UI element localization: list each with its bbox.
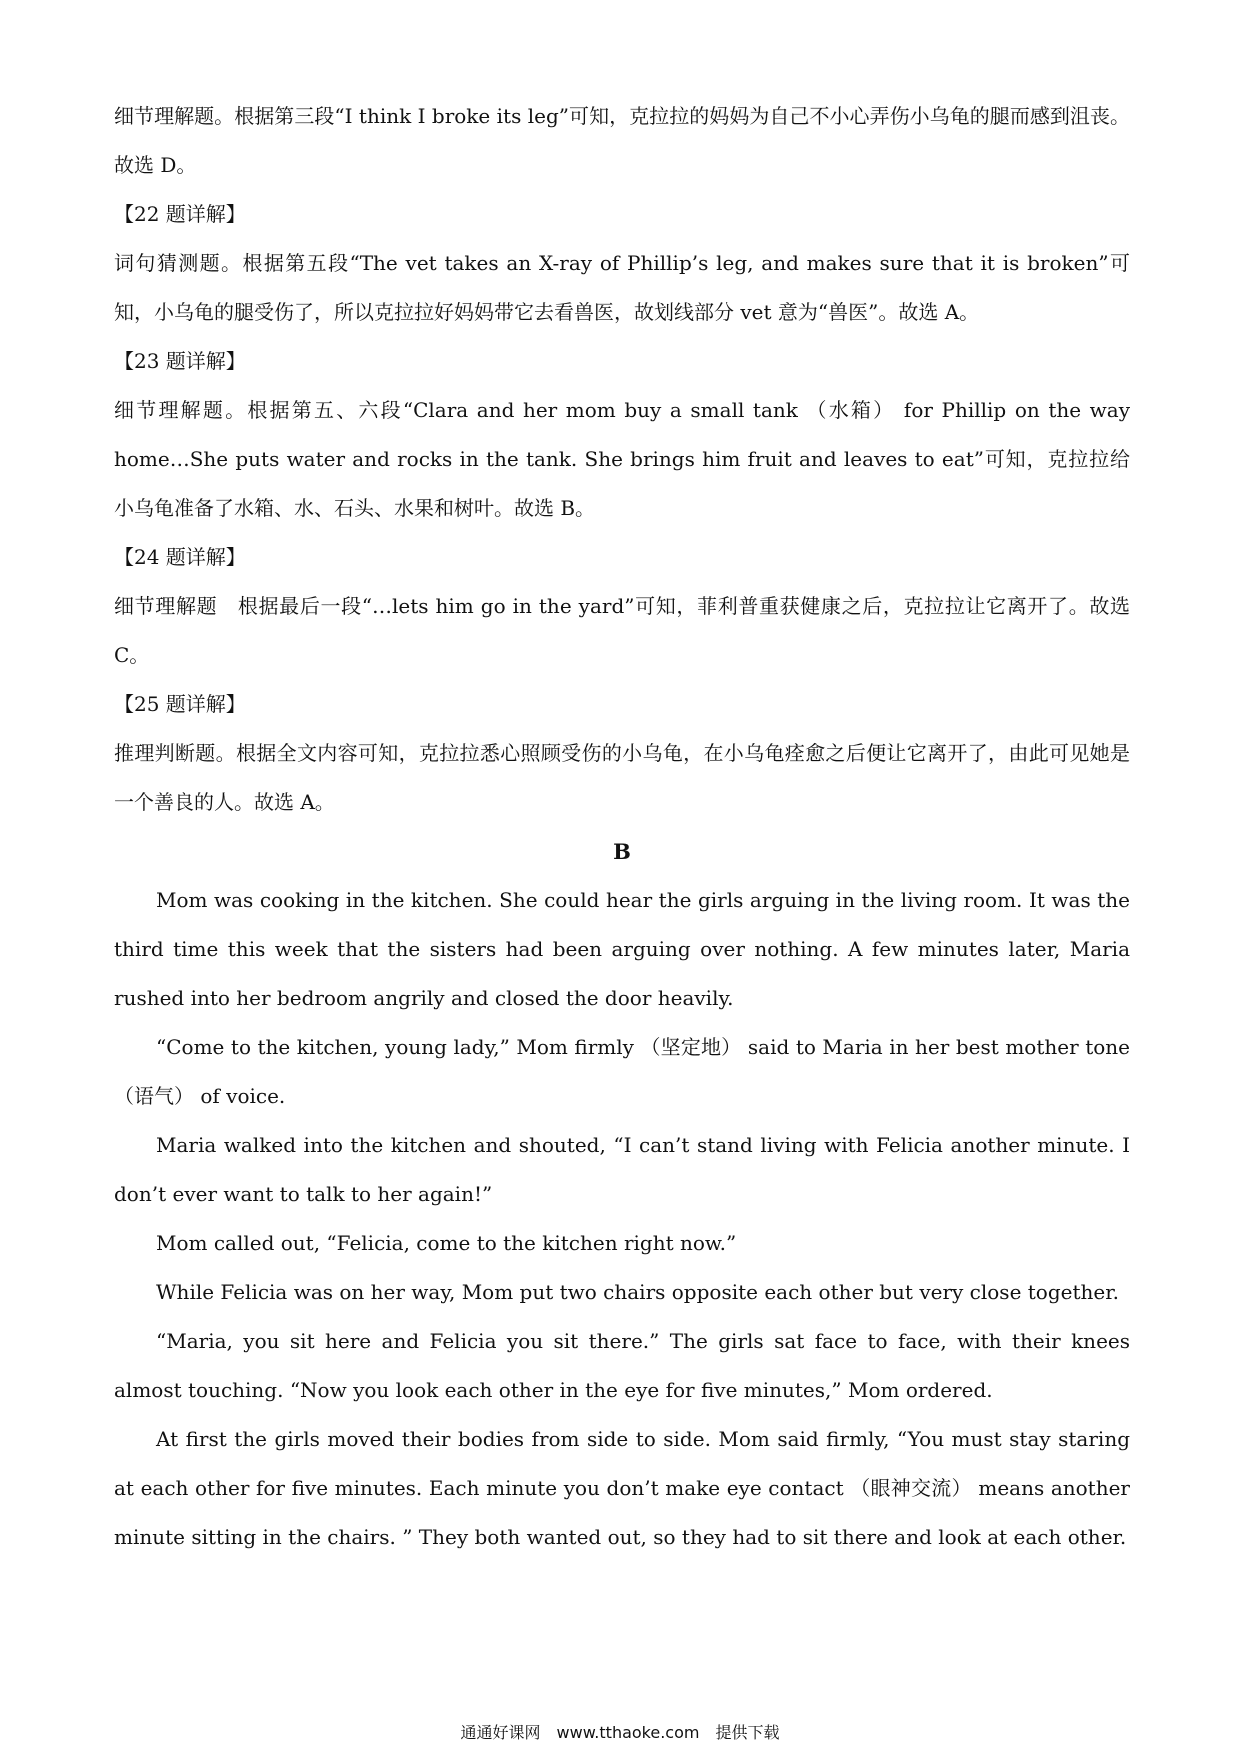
answer-22-heading: 【22 题详解】: [114, 202, 246, 226]
answer-22-text: 词句猜测题。根据第五段“The vet takes an X-ray of Phillip’s leg, and makes sure that it is broken”可知，小乌龟的腿受伤了，所以克拉拉好妈妈带它去看兽医，故划线部分 vet 意为“兽医”。故选 A。: [114, 251, 1130, 324]
page-footer: 通通好课网 www.tthaoke.com 提供下载: [460, 1723, 780, 1742]
story-paragraph: Maria walked into the kitchen and shouted, “I can’t stand living with Felicia another minute. I don’t ever want to talk to her again!”: [114, 1133, 1130, 1206]
answer-23-heading: 【23 题详解】: [114, 349, 246, 373]
answer-25-heading: 【25 题详解】: [114, 692, 246, 716]
answer-24-text: 细节理解题 根据最后一段“…lets him go in the yard”可知，菲利普重获健康之后，克拉拉让它离开了。故选 C。: [114, 594, 1130, 667]
section-title: B: [613, 839, 631, 864]
answer-21-text: 细节理解题。根据第三段“I think I broke its leg”可知，克拉拉的妈妈为自己不小心弄伤小乌龟的腿而感到沮丧。故选 D。: [114, 104, 1130, 177]
story-paragraph: “Come to the kitchen, young lady,” Mom firmly （坚定地） said to Maria in her best mother tone （语气） of voice.: [114, 1035, 1130, 1108]
story-paragraph: At first the girls moved their bodies from side to side. Mom said firmly, “You must stay staring at each other for five minutes. Each minute you don’t make eye contact （眼神交流） means another minute sitting in the chairs. ” They both wanted out, so they had to sit there and look at each other.: [114, 1427, 1130, 1549]
answer-23-text: 细节理解题。根据第五、六段“Clara and her mom buy a small tank （水箱） for Phillip on the way home…She puts water and rocks in the tank. She brings him fruit and leaves to eat”可知，克拉拉给小乌龟准备了水箱、水、石头、水果和树叶。故选 B。: [114, 398, 1130, 520]
story-paragraph: “Maria, you sit here and Felicia you sit there.” The girls sat face to face, with their knees almost touching. “Now you look each other in the eye for five minutes,” Mom ordered.: [114, 1329, 1130, 1402]
answer-25-text: 推理判断题。根据全文内容可知，克拉拉悉心照顾受伤的小乌龟，在小乌龟痊愈之后便让它离开了，由此可见她是一个善良的人。故选 A。: [114, 741, 1130, 814]
page-content: [114, 92, 1130, 1562]
story-paragraph: Mom was cooking in the kitchen. She could hear the girls arguing in the living room. It was the third time this week that the sisters had been arguing over nothing. A few minutes later, Maria rushed into her bedroom angrily and closed the door heavily.: [114, 888, 1130, 1010]
story-paragraph: While Felicia was on her way, Mom put two chairs opposite each other but very close together.: [156, 1280, 1119, 1304]
story-paragraph: Mom called out, “Felicia, come to the kitchen right now.”: [156, 1231, 737, 1255]
answer-24-heading: 【24 题详解】: [114, 545, 246, 569]
